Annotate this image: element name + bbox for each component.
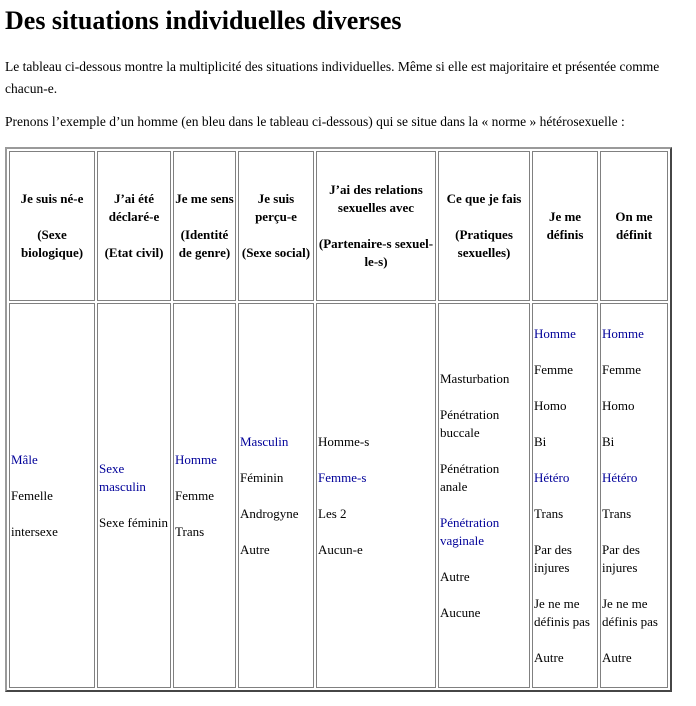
- page-title-text: Des situations individuelles diverses: [5, 6, 402, 35]
- cell-item: Pénétration anale: [440, 460, 500, 494]
- situations-table: [5, 147, 672, 692]
- body-cell-je-me-definis: [532, 303, 598, 688]
- header-cell-on-me-definit: [600, 151, 668, 301]
- cell-item: Par des injures: [602, 541, 640, 575]
- header-cell-pratiques-sexuelles: [438, 151, 530, 301]
- cell-item-highlighted: Hétéro: [602, 469, 638, 485]
- body-cell-identite-de-genre: [173, 303, 236, 688]
- cell-item: Bi: [602, 433, 615, 449]
- body-cell-on-me-definit: [600, 303, 668, 688]
- intro-paragraph-1-line-1: Le tableau ci-dessous montre la multiplicité des situations individuelles. Même si elle est majoritaire et présentée comme: [5, 59, 660, 74]
- header-text: (Sexe social): [241, 245, 311, 260]
- body-cell-partenaires-sexuels: [316, 303, 436, 688]
- header-text: (Pratiques sexuelles): [455, 227, 513, 260]
- cell-item: Aucun-e: [318, 541, 363, 557]
- cell-item: Autre: [440, 568, 470, 584]
- cell-item: Homme-s: [318, 433, 370, 449]
- intro-paragraph-1: [5, 56, 696, 100]
- cell-item: Je ne me définis pas: [534, 595, 590, 629]
- header-cell-je-me-definis: [532, 151, 598, 301]
- page-title: [5, 6, 696, 36]
- header-text: (Etat civil): [104, 245, 164, 260]
- header-cell-identite-de-genre: [173, 151, 236, 301]
- cell-item-highlighted: Homme: [534, 325, 576, 341]
- header-text: Je me sens: [175, 191, 234, 206]
- cell-item: Je ne me définis pas: [602, 595, 658, 629]
- header-text: J’ai des relations sexuelles avec: [329, 182, 423, 215]
- header-text: Je suis perçu-e: [255, 191, 297, 224]
- cell-item: Trans: [602, 505, 632, 521]
- header-cell-etat-civil: [97, 151, 171, 301]
- intro-paragraph-2: Prenons l’exemple d’un homme (en bleu dans le tableau ci-dessous) qui se situe dans la « norme » hétérosexuelle :: [5, 114, 625, 129]
- body-cell-sexe-social: [238, 303, 314, 688]
- header-cell-sexe-social: [238, 151, 314, 301]
- header-cell-sexe-biologique: [9, 151, 95, 301]
- cell-item-highlighted: Homme: [602, 325, 644, 341]
- cell-item: Autre: [534, 649, 564, 665]
- cell-item: Pénétration buccale: [440, 406, 500, 440]
- header-text: Ce que je fais: [446, 191, 522, 206]
- situations-table-body-row: [9, 303, 668, 688]
- header-text: (Identité de genre): [178, 227, 231, 260]
- cell-item-highlighted: Homme: [175, 451, 217, 467]
- cell-item: Femme: [175, 487, 214, 503]
- cell-item: Féminin: [240, 469, 284, 485]
- cell-item-highlighted: Mâle: [11, 451, 38, 467]
- cell-item: Autre: [602, 649, 632, 665]
- cell-item: Trans: [534, 505, 564, 521]
- cell-item: intersexe: [11, 523, 58, 539]
- body-cell-pratiques-sexuelles: [438, 303, 530, 688]
- header-text: (Partenaire-s sexuel-le-s): [318, 236, 434, 269]
- cell-item: Aucune: [440, 604, 481, 620]
- page: [0, 6, 696, 692]
- header-text: On me définit: [615, 209, 653, 242]
- cell-item: Par des injures: [534, 541, 572, 575]
- header-text: J’ai été déclaré-e: [108, 191, 160, 224]
- header-text: Je me définis: [546, 209, 584, 242]
- header-text: Je suis né-e: [20, 191, 84, 206]
- cell-item: Sexe féminin: [99, 514, 168, 530]
- body-cell-etat-civil: [97, 303, 171, 688]
- cell-item: Homo: [602, 397, 635, 413]
- cell-item: Homo: [534, 397, 567, 413]
- cell-item: Bi: [534, 433, 547, 449]
- intro-paragraph-1-line-2: chacun-e.: [5, 81, 58, 96]
- header-cell-partenaires-sexuels: [316, 151, 436, 301]
- body-cell-sexe-biologique: [9, 303, 95, 688]
- cell-item: Femme: [602, 361, 641, 377]
- cell-item: Femme: [534, 361, 573, 377]
- situations-table-header-row: [9, 151, 668, 301]
- cell-item-highlighted: Femme-s: [318, 469, 367, 485]
- cell-item: Androgyne: [240, 505, 299, 521]
- cell-item: Trans: [175, 523, 205, 539]
- cell-item-highlighted: Pénétration vaginale: [440, 514, 500, 548]
- header-text: (Sexe biologique): [20, 227, 84, 260]
- cell-item: Masturbation: [440, 370, 510, 386]
- cell-item-highlighted: Hétéro: [534, 469, 570, 485]
- cell-item-highlighted: Masculin: [240, 433, 289, 449]
- cell-item: Autre: [240, 541, 270, 557]
- cell-item: Les 2: [318, 505, 347, 521]
- cell-item-highlighted: Sexe masculin: [99, 460, 146, 494]
- cell-item: Femelle: [11, 487, 53, 503]
